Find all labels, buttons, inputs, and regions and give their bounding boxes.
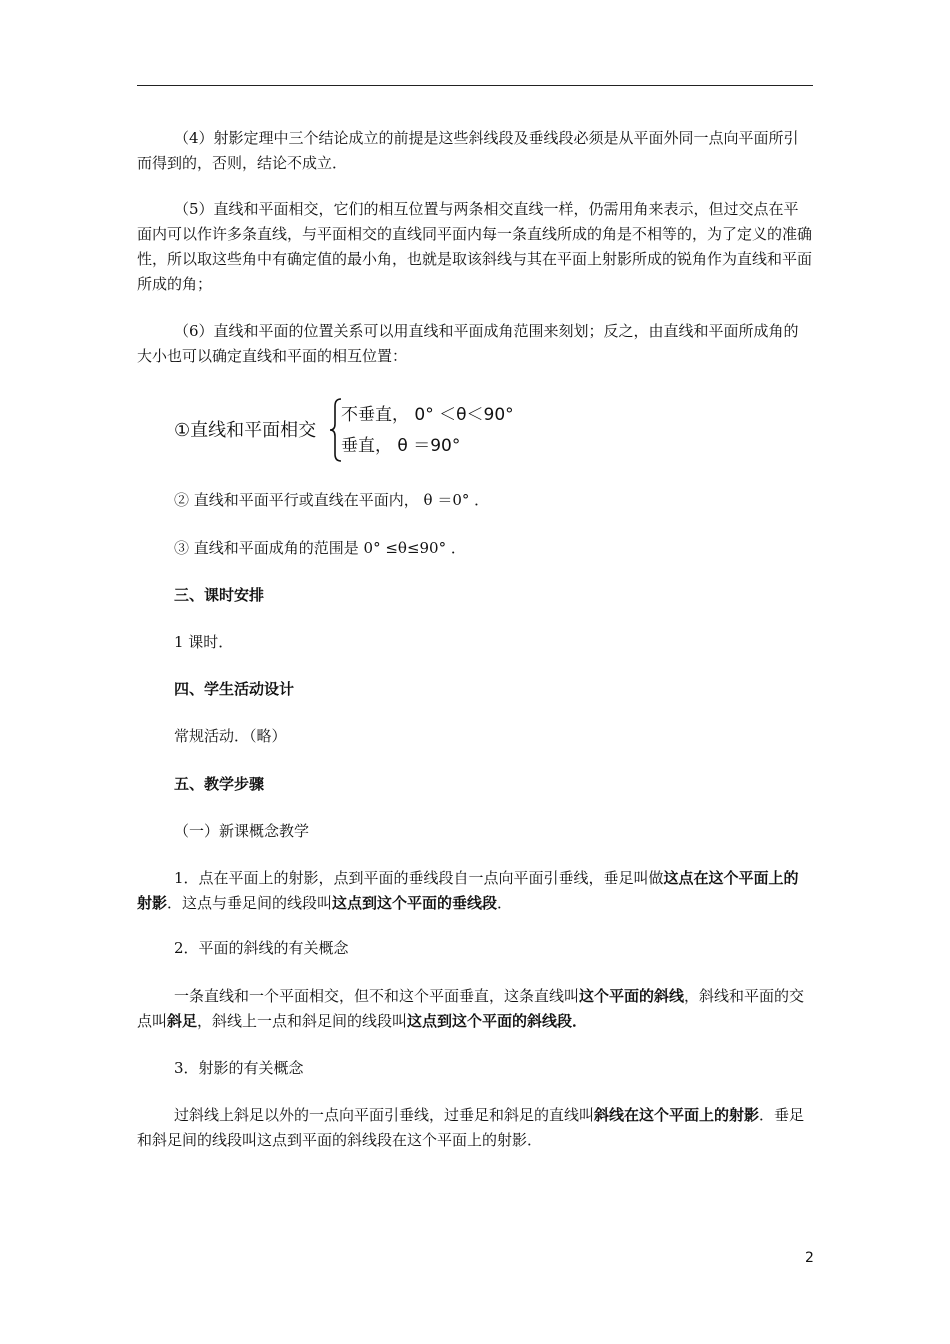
concept-2-text-c: ，斜线和平面的交点叫 [137,987,805,1030]
concept-2-term-oblique-line: 这个平面的斜线 [579,987,685,1005]
section-3-title: 三、课时安排 [174,586,265,604]
concept-3-text-a: 过斜线上斜足以外的一点向平面引垂线，过垂足和斜足的直线叫 [174,1106,595,1124]
concept-2 [137,984,813,1034]
concept-2-text-a: 一条直线和一个平面相交，但不和这个平面垂直，这条直线叫 [174,987,580,1005]
item-3: ③ 直线和平面成角的范围是 0° ≤θ≤90° ． [174,539,466,557]
angle-cases-figure [174,398,554,462]
figure-left-label: ①直线和平面相交 [174,420,317,441]
concept-3 [137,1103,813,1153]
paragraph-5: （5）直线和平面相交，它们的相互位置与两条相交直线一样，仍需用角来表示，但过交点在平面内可以作许多条直线，与平面相交的直线同平面内每一条直线所成的角是不相等的，为了定义的准确性，所以取这些角中有确定值的最小角，也就是取该斜线与其在平面上射影所成的锐角作为直线和平面所成的角； [137,200,813,293]
concept-2-text-e: ，斜线上一点和斜足间的线段叫 [197,1012,408,1030]
subsection-1-title: （一）新课概念教学 [174,822,310,840]
concept-1-term-projection: 这点在这个平面上的射影 [137,869,799,912]
concept-2-term-foot: 斜足 [167,1012,198,1030]
header-rule [137,85,813,86]
section-4-title: 四、学生活动设计 [174,680,295,698]
concept-3-title: 3．射影的有关概念 [174,1059,304,1077]
section-5-title: 五、教学步骤 [174,775,265,793]
section-4-body: 常规活动．（略） [174,727,287,745]
concept-1-text-e: ． [497,894,513,912]
concept-1-term-perpendicular-segment: 这点到这个平面的垂线段 [332,894,498,912]
figure-case-perpendicular: 垂直， θ ＝90° [341,436,461,456]
paragraph-4: （4）射影定理中三个结论成立的前提是这些斜线段及垂线段必须是从平面外同一点向平面所引而得到的，否则，结论不成立． [137,129,799,172]
figure-case-oblique: 不垂直， 0° ＜θ＜90° [341,405,514,425]
concept-1 [137,866,813,916]
concept-1-text-c: ．这点与垂足间的线段叫 [167,894,333,912]
concept-2-term-oblique-segment: 这点到这个平面的斜线段． [407,1012,588,1030]
page-number: 2 [805,1250,814,1266]
section-3-body: 1 课时． [174,633,234,651]
item-2: ② 直线和平面平行或直线在平面内， θ ＝0° ． [174,491,490,509]
concept-1-text-a: 1．点在平面上的射影，点到平面的垂线段自一点向平面引垂线，垂足叫做 [174,869,664,887]
concept-3-term-projection-of-oblique: 斜线在这个平面上的射影 [594,1106,760,1124]
concept-2-title: 2．平面的斜线的有关概念 [174,939,349,957]
concept-3-text-c: ．垂足和斜足间的线段叫这点到平面的斜线段在这个平面上的射影． [137,1106,805,1149]
paragraph-6: （6）直线和平面的位置关系可以用直线和平面成角范围来刻划；反之，由直线和平面所成角的大小也可以确定直线和平面的相互位置： [137,322,799,365]
